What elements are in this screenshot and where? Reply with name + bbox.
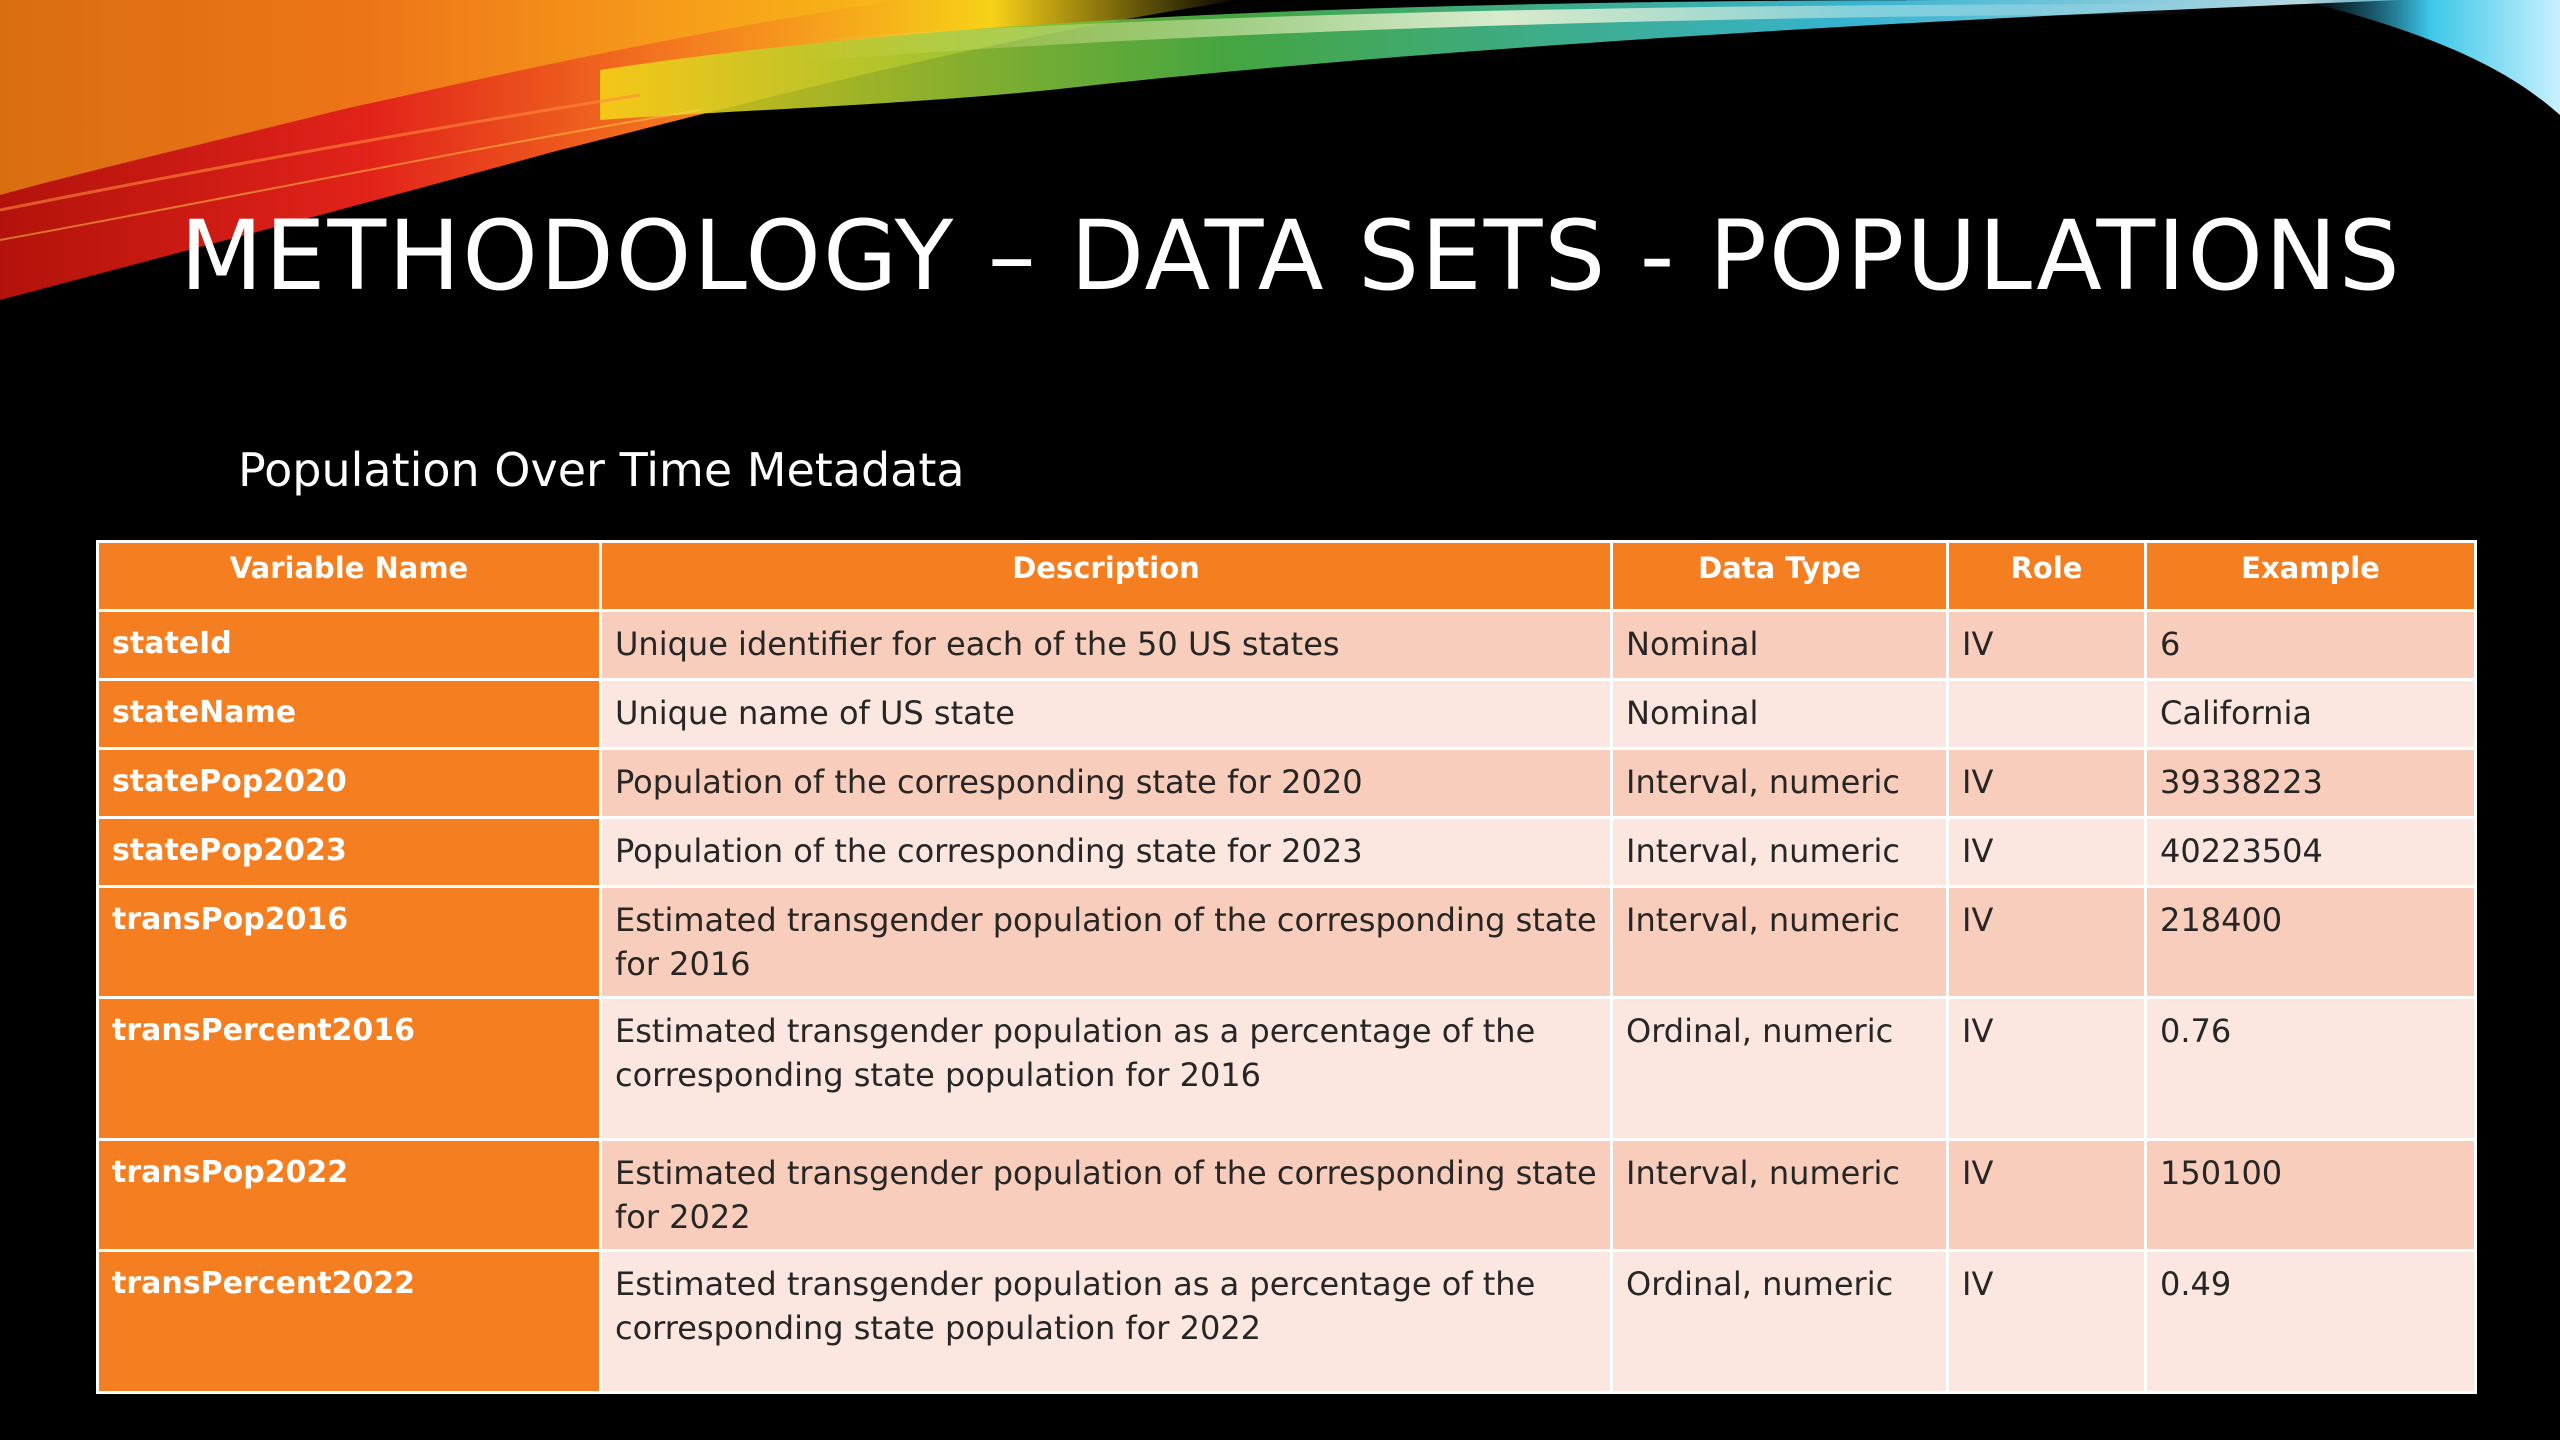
table-row bbox=[98, 1251, 2476, 1393]
role-cell: IV bbox=[1948, 998, 2146, 1140]
description-cell: Unique name of US state bbox=[601, 680, 1612, 749]
variable-name-cell: statePop2023 bbox=[98, 818, 601, 887]
description-cell: Population of the corresponding state for 2023 bbox=[601, 818, 1612, 887]
example-cell: 150100 bbox=[2146, 1140, 2476, 1251]
data-type-cell: Nominal bbox=[1612, 611, 1948, 680]
table-row bbox=[98, 1140, 2476, 1251]
header-example: Example bbox=[2146, 542, 2476, 611]
example-cell: 218400 bbox=[2146, 887, 2476, 998]
description-cell: Estimated transgender population of the corresponding state for 2022 bbox=[601, 1140, 1612, 1251]
variable-name-cell: statePop2020 bbox=[98, 749, 601, 818]
role-cell: IV bbox=[1948, 611, 2146, 680]
role-cell: IV bbox=[1948, 1251, 2146, 1393]
example-cell: 0.49 bbox=[2146, 1251, 2476, 1393]
table-row bbox=[98, 749, 2476, 818]
variable-name-cell: transPop2022 bbox=[98, 1140, 601, 1251]
slide-title: METHODOLOGY – DATA SETS - POPULATIONS bbox=[180, 200, 2402, 312]
example-cell: 0.76 bbox=[2146, 998, 2476, 1140]
variable-name-cell: transPercent2016 bbox=[98, 998, 601, 1140]
header-data-type: Data Type bbox=[1612, 542, 1948, 611]
description-cell: Estimated transgender population as a percentage of the corresponding state population for 2016 bbox=[601, 998, 1612, 1140]
data-type-cell: Interval, numeric bbox=[1612, 1140, 1948, 1251]
data-type-cell: Interval, numeric bbox=[1612, 818, 1948, 887]
table-row bbox=[98, 998, 2476, 1140]
role-cell bbox=[1948, 680, 2146, 749]
table-row bbox=[98, 887, 2476, 998]
example-cell: 40223504 bbox=[2146, 818, 2476, 887]
variable-name-cell: transPercent2022 bbox=[98, 1251, 601, 1393]
variable-name-cell: stateName bbox=[98, 680, 601, 749]
variable-name-cell: transPop2016 bbox=[98, 887, 601, 998]
role-cell: IV bbox=[1948, 749, 2146, 818]
description-cell: Unique identifier for each of the 50 US states bbox=[601, 611, 1612, 680]
table-row bbox=[98, 611, 2476, 680]
data-type-cell: Interval, numeric bbox=[1612, 749, 1948, 818]
table-row bbox=[98, 818, 2476, 887]
header-role: Role bbox=[1948, 542, 2146, 611]
variable-name-cell: stateId bbox=[98, 611, 601, 680]
data-type-cell: Ordinal, numeric bbox=[1612, 1251, 1948, 1393]
data-type-cell: Nominal bbox=[1612, 680, 1948, 749]
metadata-table bbox=[96, 540, 2477, 1394]
role-cell: IV bbox=[1948, 1140, 2146, 1251]
data-type-cell: Ordinal, numeric bbox=[1612, 998, 1948, 1140]
table-header-row bbox=[98, 542, 2476, 611]
table-row bbox=[98, 680, 2476, 749]
header-variable-name: Variable Name bbox=[98, 542, 601, 611]
table-caption: Population Over Time Metadata bbox=[238, 443, 965, 497]
description-cell: Population of the corresponding state for 2020 bbox=[601, 749, 1612, 818]
description-cell: Estimated transgender population as a percentage of the corresponding state population for 2022 bbox=[601, 1251, 1612, 1393]
header-description: Description bbox=[601, 542, 1612, 611]
example-cell: California bbox=[2146, 680, 2476, 749]
description-cell: Estimated transgender population of the corresponding state for 2016 bbox=[601, 887, 1612, 998]
example-cell: 6 bbox=[2146, 611, 2476, 680]
role-cell: IV bbox=[1948, 818, 2146, 887]
data-type-cell: Interval, numeric bbox=[1612, 887, 1948, 998]
example-cell: 39338223 bbox=[2146, 749, 2476, 818]
role-cell: IV bbox=[1948, 887, 2146, 998]
